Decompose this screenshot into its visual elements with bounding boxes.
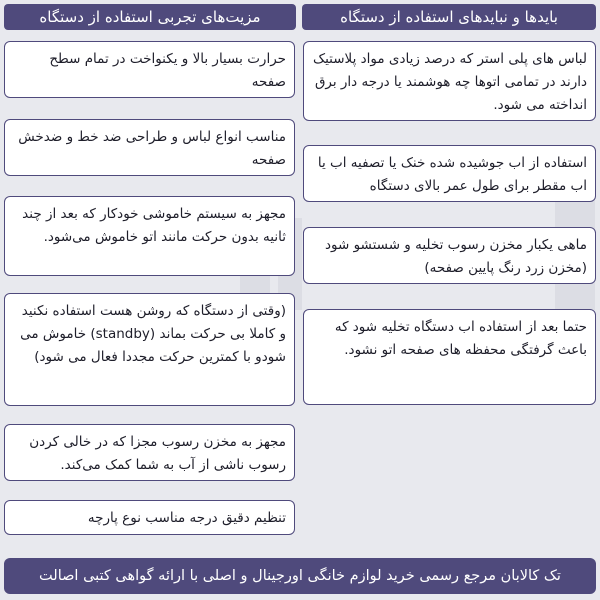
tip-empty-water-after-use: حتما بعد از استفاده اب دستگاه تخلیه شود که باعث گرفتگی محفظه های صفحه اتو نشود. xyxy=(303,309,596,405)
header-dos-and-donts: بایدها و نبایدهای استفاده از دستگاه xyxy=(302,4,596,30)
header-advantages: مزیت‌های تجربی استفاده از دستگاه xyxy=(4,4,296,30)
advantage-auto-shutoff: مجهز به سیستم خاموشی خودکار که بعد از چند ثانیه بدون حرکت مانند اتو خاموش می‌شود. xyxy=(4,196,295,276)
advantage-high-heat: حرارت بسیار بالا و یکنواخت در تمام سطح صفحه xyxy=(4,41,295,98)
advantage-anti-scratch: مناسب انواع لباس و طراحی ضد خط و ضدخش صفحه xyxy=(4,119,295,176)
footer-banner: تک کالابان مرجع رسمی خرید لوازم خانگی اورجینال و اصلی با ارائه گواهی کتبی اصالت xyxy=(4,558,596,594)
tip-water-type: استفاده از اب جوشیده شده خنک یا تصفیه اب یا اب مقطر برای طول عمر بالای دستگاه xyxy=(303,145,596,202)
advantage-standby-note: (وقتی از دستگاه که روشن هست استفاده نکنید و کاملا بی حرکت بماند (standby) خاموش می شودو با کمترین حرکت مجددا فعال می شود) xyxy=(4,293,295,406)
tip-polyester-clothes: لباس های پلی استر که درصد زیادی مواد پلاستیک دارند در تمامی اتوها چه هوشمند یا درجه دار برق انداخته می شود. xyxy=(303,41,596,121)
tip-monthly-tank-clean: ماهی یکبار مخزن رسوب تخلیه و شستشو شود (مخزن زرد رنگ پایین صفحه) xyxy=(303,227,596,284)
advantage-scale-tank: مجهز به مخزن رسوب مجزا که در خالی کردن رسوب ناشی از آب به شما کمک می‌کند. xyxy=(4,424,295,481)
advantage-temperature-setting: تنظیم دقیق درجه مناسب نوع پارچه xyxy=(4,500,295,535)
